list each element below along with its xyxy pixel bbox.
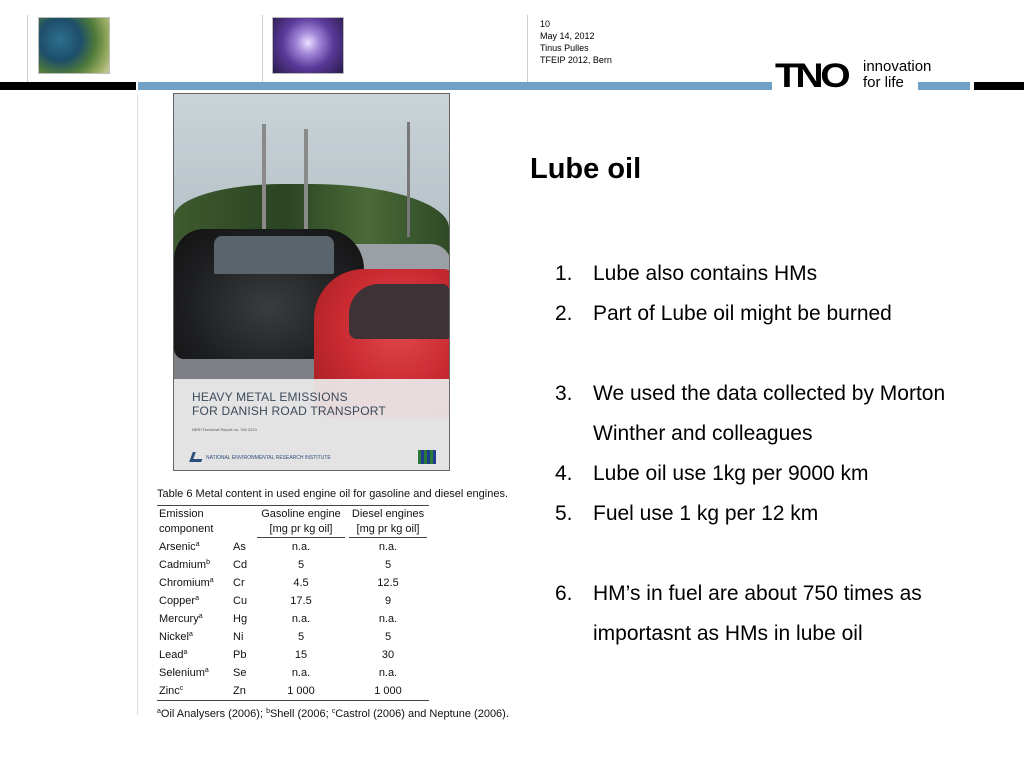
list-item: 1. Lube also contains HMs — [555, 262, 818, 285]
header-stripe — [138, 82, 772, 90]
cell-symbol: Hg — [233, 613, 248, 625]
cell-component: Copper$^a$ — [159, 595, 199, 607]
cell-symbol: Pb — [233, 649, 247, 661]
header-stripe — [0, 82, 136, 90]
col-header-gasoline: Gasoline engine [mg pr kg oil] — [255, 506, 347, 539]
cell-diesel: 1 000 — [347, 682, 429, 701]
left-margin-rule — [137, 95, 138, 715]
cell-diesel: 12.5 — [377, 577, 399, 589]
cell-gasoline: n.a. — [291, 541, 311, 553]
cell-component: Zinc$^c$ — [157, 682, 231, 701]
list-item: 4. Lube oil use 1kg per 9000 km — [555, 462, 869, 485]
cell-symbol: Ni — [233, 631, 244, 643]
table-footnote: $^a$Oil Analysers (2006); $^b$Shell (2006; $^c$Castrol (2006) and Neptune (2006). — [157, 708, 509, 720]
table-row — [157, 664, 429, 682]
cell-diesel: n.a. — [378, 541, 398, 553]
cell-symbol: Se — [233, 667, 247, 679]
col-header-emission: Emission component — [157, 506, 231, 539]
table-caption: Table 6 Metal content in used engine oil for gasoline and diesel engines. — [157, 488, 509, 500]
cell-diesel: n.a. — [378, 667, 398, 679]
header-stripe — [974, 82, 1024, 90]
list-item: 5. Fuel use 1 kg per 12 km — [555, 502, 819, 525]
tno-logo-mark: TNO — [775, 57, 848, 95]
cell-diesel: n.a. — [378, 613, 398, 625]
eu-flag-icon — [418, 450, 436, 464]
cell-gasoline: 1 000 — [255, 682, 347, 701]
cell-gasoline: 5 — [297, 631, 305, 643]
header-divider — [27, 15, 28, 85]
cell-gasoline: n.a. — [291, 613, 311, 625]
slide-author: Tinus Pulles — [540, 43, 589, 53]
table-row — [157, 574, 429, 592]
cell-symbol: Zn — [231, 682, 255, 701]
cell-symbol: As — [233, 541, 246, 553]
slide-meta — [540, 18, 612, 66]
cell-gasoline: 4.5 — [293, 577, 309, 589]
report-cover-title: HEAVY METAL EMISSIONS FOR DANISH ROAD TRANSPORT — [192, 390, 386, 418]
report-cover-institute: NATIONAL ENVIRONMENTAL RESEARCH INSTITUTE — [206, 455, 331, 461]
bullet-list — [555, 254, 995, 654]
table-row — [157, 682, 429, 701]
cell-component: Arsenic$^a$ — [159, 541, 200, 553]
table-row — [157, 538, 429, 556]
cell-symbol: Cu — [233, 595, 248, 607]
tno-logo-tagline: innovation for life — [863, 58, 932, 91]
col-header-diesel: Diesel engines [mg pr kg oil] — [347, 506, 429, 539]
cell-diesel: 30 — [381, 649, 395, 661]
cell-symbol: Cr — [233, 577, 245, 589]
cell-diesel: 5 — [384, 559, 392, 571]
table-row — [157, 556, 429, 574]
slide-event: TFEIP 2012, Bern — [540, 55, 612, 65]
table-row — [157, 628, 429, 646]
cell-symbol: Cd — [233, 559, 248, 571]
cell-gasoline: 5 — [297, 559, 305, 571]
page-title: Lube oil — [530, 153, 642, 185]
table-row — [157, 646, 429, 664]
header-thumbnail-abstract-image — [272, 17, 344, 74]
slide-number: 10 — [540, 19, 551, 29]
cell-diesel: 5 — [384, 631, 392, 643]
cell-component: Chromium$^a$ — [159, 577, 214, 589]
list-item: 3. We used the data collected by Morton Winther and colleagues — [555, 382, 946, 445]
report-cover-image — [173, 93, 450, 471]
cell-gasoline: n.a. — [291, 667, 311, 679]
cell-component: Cadmium$^b$ — [159, 559, 210, 571]
slide-date: May 14, 2012 — [540, 31, 595, 41]
metal-content-table — [157, 505, 429, 701]
cell-component: Nickel$^a$ — [159, 631, 193, 643]
cell-diesel: 9 — [384, 595, 392, 607]
report-cover-info: NERI Technical Report no. 780 2010 — [192, 427, 257, 432]
cell-component: Selenium$^a$ — [159, 667, 209, 679]
table-row — [157, 592, 429, 610]
cell-component: Mercury$^a$ — [159, 613, 203, 625]
cell-gasoline: 15 — [294, 649, 308, 661]
header-divider — [527, 15, 528, 85]
header-divider — [262, 15, 263, 85]
header-thumbnail-satellite-map — [38, 17, 110, 74]
list-item: 2. Part of Lube oil might be burned — [555, 302, 892, 325]
cell-component: Lead$^a$ — [159, 649, 188, 661]
table-row — [157, 610, 429, 628]
list-item: 6. HM’s in fuel are about 750 times as importasnt as HMs in lube oil — [555, 582, 922, 645]
cell-gasoline: 17.5 — [290, 595, 312, 607]
tno-logo — [775, 57, 932, 95]
